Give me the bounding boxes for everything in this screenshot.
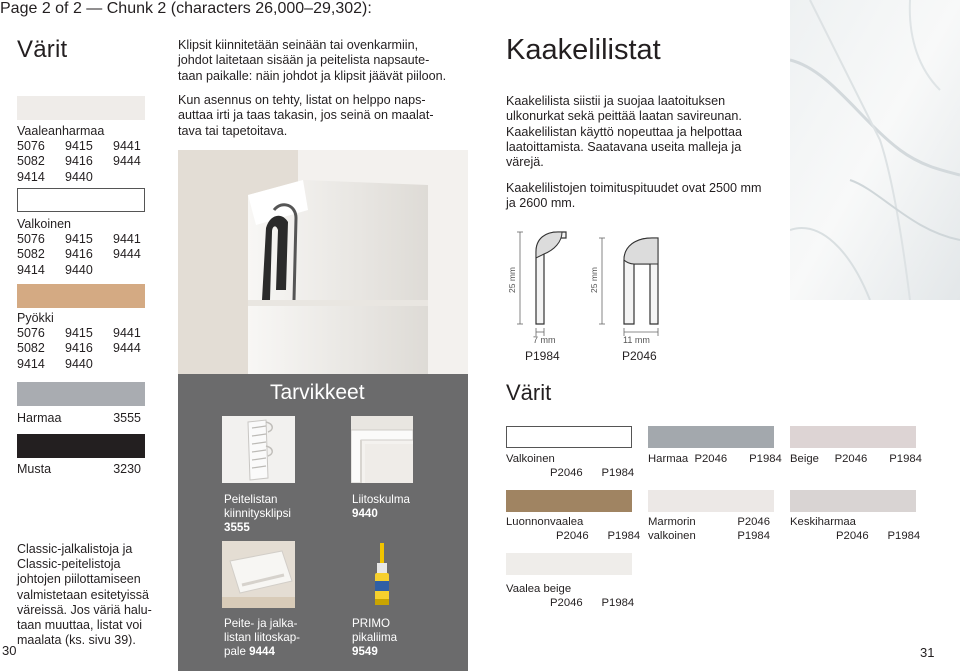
tile-color-beige-label: Beige P2046 P1984 <box>790 453 922 465</box>
color-codes: 5076 9415 9441 5082 9416 9444 9414 9440 <box>17 232 141 277</box>
tile-colors-title: Värit <box>506 380 552 405</box>
product-glue-label: PRIMO pikaliima 9549 <box>352 617 398 659</box>
tile-swatch-harmaa <box>648 426 774 448</box>
page-number-left: 30 <box>2 643 17 658</box>
tile-trims-paragraph: Kaakelilista siistii ja suojaa laatoituksen ulkonurkat sekä peittää laatan savireunan. Kaakelilistan käyttö nopeuttaa ja helpottaa laatoittamista. Saatavana useita malleja ja värejä. <box>506 94 742 170</box>
tile-swatch-vaalea-beige <box>506 553 632 575</box>
color-swatch-musta <box>17 434 145 458</box>
color-name: Valkoinen <box>17 217 71 231</box>
color-swatch-vaaleanharmaa <box>17 96 145 120</box>
joint-cap-product-image <box>222 541 295 608</box>
page-number-right: 31 <box>920 645 935 660</box>
color-swatch-harmaa <box>17 382 145 406</box>
color-name: Pyökki <box>17 311 54 325</box>
profile-p1984-shape <box>517 232 566 336</box>
color-swatch-pyokki <box>17 284 145 308</box>
color-name: Vaaleanharmaa <box>17 124 105 138</box>
profile-p2046-shape <box>599 238 658 336</box>
profile-p2046-height: 25 mm <box>589 267 599 293</box>
profile-p2046-name: P2046 <box>622 349 657 363</box>
color-name-code: Musta 3230 <box>17 462 141 476</box>
delivery-lengths-paragraph: Kaakelilistojen toimituspituudet ovat 2500 mm ja 2600 mm. <box>506 181 762 211</box>
color-codes: 5076 9415 9441 5082 9416 9444 9414 9440 <box>17 326 141 371</box>
tile-color-harmaa-label: Harmaa P2046 P1984 <box>648 453 782 465</box>
glue-product-image <box>351 541 413 608</box>
profile-p1984-name: P1984 <box>525 349 560 363</box>
tile-color-vaalea-beige-label: Vaalea beige P2046 P1984 <box>506 583 635 610</box>
profile-p1984-height: 25 mm <box>507 267 517 293</box>
molding-clip-photo <box>178 150 468 375</box>
tile-color-valkoinen-label: Valkoinen P2046 P1984 <box>506 453 635 480</box>
tile-color-luonnonvaalea-label: Luonnonvaalea P2046 P1984 <box>506 516 641 543</box>
tile-color-marmorin-label: Marmorin P2046 valkoinen P1984 <box>648 516 770 543</box>
tile-swatch-valkoinen <box>506 426 632 448</box>
profile-p1984-width: 7 mm <box>533 335 556 345</box>
accessories-title: Tarvikkeet <box>270 381 365 404</box>
color-swatch-valkoinen <box>17 188 145 212</box>
classic-info-text: Classic-jalkalistoja ja Classic-peitelistoja johtojen piilottamiseen valmistetaan esitetyissä väreissä. Jos väriä halu- taan muuttaa, listat voi maalata (ks. sivu 39). <box>17 542 152 648</box>
product-joint-cap-label: Peite- ja jalka- listan liitoskap- pale 9444 <box>224 617 301 659</box>
product-clip-label: Peitelistan kiinnitysklipsi 3555 <box>224 493 292 535</box>
color-codes: 5076 9415 9441 5082 9416 9444 9414 9440 <box>17 139 141 184</box>
tile-swatch-marmorin-valkoinen <box>648 490 774 512</box>
marble-texture-image <box>790 0 960 300</box>
corner-product-image <box>351 416 413 483</box>
color-name-code: Harmaa 3555 <box>17 411 141 425</box>
tile-trims-title: Kaakelilistat <box>506 34 661 66</box>
left-title: Värit <box>17 36 68 63</box>
tile-swatch-luonnonvaalea <box>506 490 632 512</box>
product-corner-label: Liitoskulma 9440 <box>352 493 410 521</box>
tile-color-keskiharmaa-label: Keskiharmaa P2046 P1984 <box>790 516 921 543</box>
clip-product-image <box>222 416 295 483</box>
intro-paragraph: Klipsit kiinnitetään seinään tai ovenkarmiin, johdot laitetaan sisään ja peitelista napsaute- taan paikalle: näin johdot ja klipsit jäävät piiloon. <box>178 38 447 83</box>
installation-paragraph: Kun asennus on tehty, listat on helppo naps- auttaa irti ja taas takasin, jos seinä on maalat- tava tai tapetoitava. <box>178 93 434 138</box>
tile-swatch-beige <box>790 426 916 448</box>
profile-p2046-width: 11 mm <box>623 335 650 345</box>
tile-swatch-keskiharmaa <box>790 490 916 512</box>
